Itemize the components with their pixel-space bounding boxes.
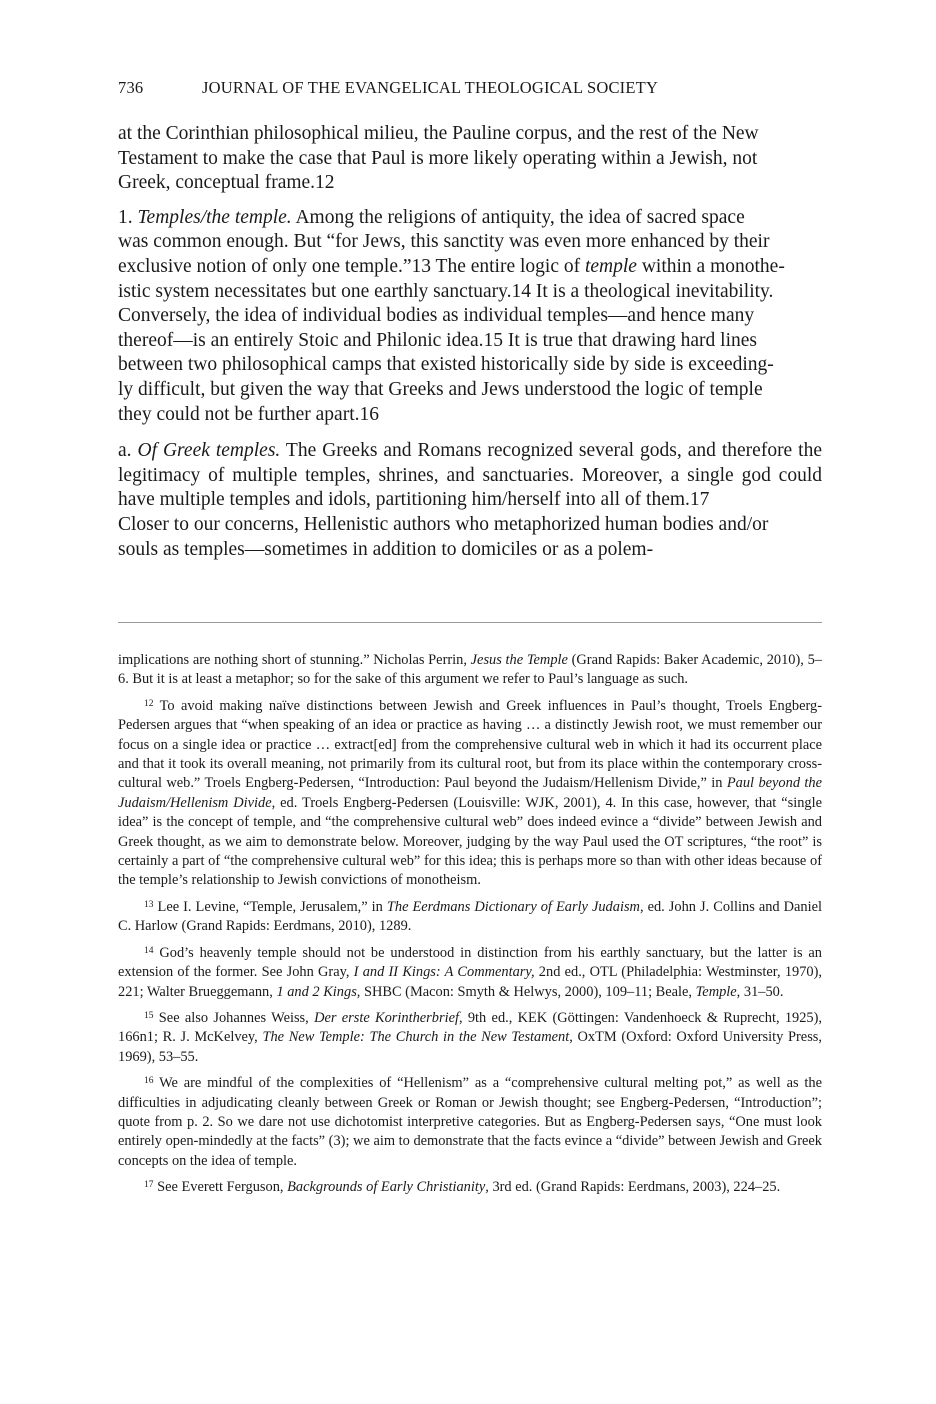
text-line: Greek, conceptual frame.12 bbox=[118, 172, 335, 194]
book-title: Paul beyond the Judaism/Hellenism Divide bbox=[118, 775, 822, 811]
text-run: The Greeks and Romans recognized several gods, and therefore the legitimacy of multiple temples, shrines, and sanctuaries. Moreover, a single god could have multiple temples and idols, partitioning him/herself into all of them.17 bbox=[118, 440, 822, 511]
journal-title: JOURNAL OF THE EVANGELICAL THEOLOGICAL SOCIETY bbox=[202, 78, 659, 97]
text-run: Among the religions of antiquity, the idea of sacred space bbox=[291, 206, 745, 228]
footnote-number: 17 bbox=[144, 1180, 154, 1191]
text-run: , ed. John J. Collins and Daniel C. Harlow (Grand Rapids: Eerdmans, 2010), 1289. bbox=[118, 898, 823, 935]
text-line: was common enough. But “for Jews, this sanctity was even more enhanced by their bbox=[118, 231, 770, 253]
footnote-separator bbox=[118, 622, 822, 623]
main-text bbox=[118, 122, 822, 562]
text-run: , 3rd ed. (Grand Rapids: Eerdmans, 2003), 224–25. bbox=[485, 1179, 781, 1196]
text-line: Conversely, the idea of individual bodies as individual temples—and hence many bbox=[118, 305, 755, 327]
text-run: , ed. Troels Engberg-Pedersen (Louisville: WJK, 2001), 4. In this case, however, that “single idea” is the concept of temple, and “the comprehensive cultural web” does indeed evince a “divide” between Jewish and Greek thought, as we aim to demonstrate below. Moreover, judging by the way Paul used the OT scriptures, “the root” is certainly a part of “the comprehensive cultural web” for this idea; this is perhaps more so than with other ideas because of the temple’s relationship to Jewish convictions of monotheism. bbox=[118, 794, 822, 889]
footnote-17 bbox=[118, 1178, 822, 1197]
book-title: Der erste Korintherbrief bbox=[314, 1009, 459, 1026]
text-run: within a monothe- bbox=[636, 255, 785, 277]
paragraph-greek-temples bbox=[118, 439, 822, 562]
text-line: Testament to make the case that Paul is more likely operating within a Jewish, not bbox=[118, 147, 758, 169]
footnote-number: 15 bbox=[144, 1010, 154, 1021]
book-title: Jesus the Temple bbox=[470, 652, 568, 668]
subsection-number: a. bbox=[118, 440, 138, 462]
text-run: exclusive notion of only one temple.”13 The entire logic of bbox=[118, 255, 585, 277]
footnotes bbox=[118, 651, 822, 1198]
text-run: , 9th ed., KEK (Göttingen: Vandenhoeck & Ruprecht, 1925), 166n1; R. J. McKelvey, bbox=[118, 1009, 823, 1046]
text-run: 2nd ed., OTL (Philadelphia: Westminster, 1970), 221; Walter Brueggemann, bbox=[118, 964, 822, 1000]
footnote-number: 13 bbox=[144, 899, 154, 910]
text-run: See Everett Ferguson, bbox=[153, 1179, 288, 1196]
text-run: , OxTM (Oxford: Oxford University Press, 1969), 53–55. bbox=[118, 1029, 822, 1065]
italic-term: temple bbox=[584, 255, 637, 277]
text-run: To avoid making naïve distinctions between Jewish and Greek influences in Paul’s thought, Troels Engberg-Pedersen argues that “when speaking of an idea or practice as having … a distinctly Jewish root, we must remember our focus on a single idea or practice … extract[ed] from the comprehensive cultural web in which it had its occurrent place and that it took its overall meaning, not primarily from its cultural root, but from its place within the contemporary cross-cultural web.” Troels Engberg-Pedersen, “Introduction: Paul beyond the Judaism/Hellenism Divide,” in bbox=[118, 697, 822, 792]
text-line: Closer to our concerns, Hellenistic authors who metaphorized human bodies and/or bbox=[118, 513, 769, 535]
text-run: , 31–50. bbox=[736, 983, 784, 1000]
text-line bbox=[118, 255, 822, 280]
subsection-heading: Of Greek temples. bbox=[137, 440, 281, 462]
paragraph-intro bbox=[118, 122, 822, 196]
text-line: istic system necessitates but one earthly sanctuary.14 It is a theological inevitability. bbox=[118, 280, 774, 302]
footnote-16 bbox=[118, 1074, 822, 1171]
footnote-13 bbox=[118, 898, 822, 937]
running-header bbox=[118, 78, 822, 98]
text-run: See also Johannes Weiss, bbox=[153, 1009, 315, 1026]
text-line: between two philosophical camps that existed historically side by side is exceeding- bbox=[118, 354, 774, 376]
footnote-continuation bbox=[118, 651, 822, 690]
book-title: Temple bbox=[695, 983, 737, 1000]
footnote-12 bbox=[118, 697, 822, 891]
text-line bbox=[118, 206, 822, 231]
book-title: 1 and 2 Kings bbox=[276, 983, 357, 1000]
text-run: implications are nothing short of stunning.” Nicholas Perrin, bbox=[118, 652, 471, 668]
section-number: 1. bbox=[118, 206, 138, 228]
text-line: at the Corinthian philosophical milieu, the Pauline corpus, and the rest of the New bbox=[118, 123, 759, 144]
footnote-14 bbox=[118, 944, 822, 1002]
book-title: I and II Kings: A Commentary, bbox=[353, 964, 535, 981]
paragraph-temples bbox=[118, 206, 822, 427]
text-run: We are mindful of the complexities of “Hellenism” as a “comprehensive cultural melting pot,” as well as the difficulties in adjudicating cleanly between Greek or Roman or Jewish thought; see Engberg-Pedersen, “Introduction”; quote from p. 2. So we dare not use dichotomist interpretive categories. But as Engberg-Pedersen says, “One must look entirely open-mindedly at the facts” (3); we aim to demonstrate that the facts evince a “divide” between Jewish and Greek concepts on the idea of temple. bbox=[118, 1075, 822, 1169]
section-heading: Temples/the temple. bbox=[137, 206, 292, 228]
text-line: thereof—is an entirely Stoic and Philonic idea.15 It is true that drawing hard lines bbox=[118, 329, 758, 351]
text-line: ly difficult, but given the way that Greeks and Jews understood the logic of temple bbox=[118, 378, 763, 400]
text-run: God’s heavenly temple should not be understood in distinction from his earthly sanctuary, but the latter is an extension of the former. See John Gray, bbox=[118, 944, 822, 981]
text-line: souls as temples—sometimes in addition to domiciles or as a polem- bbox=[118, 538, 654, 560]
text-line: they could not be further apart.16 bbox=[118, 403, 379, 425]
page-number: 736 bbox=[118, 78, 144, 97]
book-title: The New Temple: The Church in the New Testament bbox=[262, 1029, 570, 1046]
text-run: , SHBC (Macon: Smyth & Helwys, 2000), 109–11; Beale, bbox=[356, 983, 696, 1000]
footnote-number: 16 bbox=[144, 1076, 154, 1087]
text-run: Lee I. Levine, “Temple, Jerusalem,” in bbox=[153, 898, 387, 915]
footnote-15 bbox=[118, 1009, 822, 1067]
footnote-number: 14 bbox=[144, 945, 154, 956]
text-run: (Grand Rapids: Baker Academic, 2010), 5–6. But it is at least a metaphor; so for the sake of this argument we refer to Paul’s language as such. bbox=[118, 652, 822, 688]
footnote-number: 12 bbox=[144, 698, 154, 709]
book-title: Backgrounds of Early Christianity bbox=[287, 1179, 486, 1196]
book-title: The Eerdmans Dictionary of Early Judaism bbox=[386, 898, 640, 915]
